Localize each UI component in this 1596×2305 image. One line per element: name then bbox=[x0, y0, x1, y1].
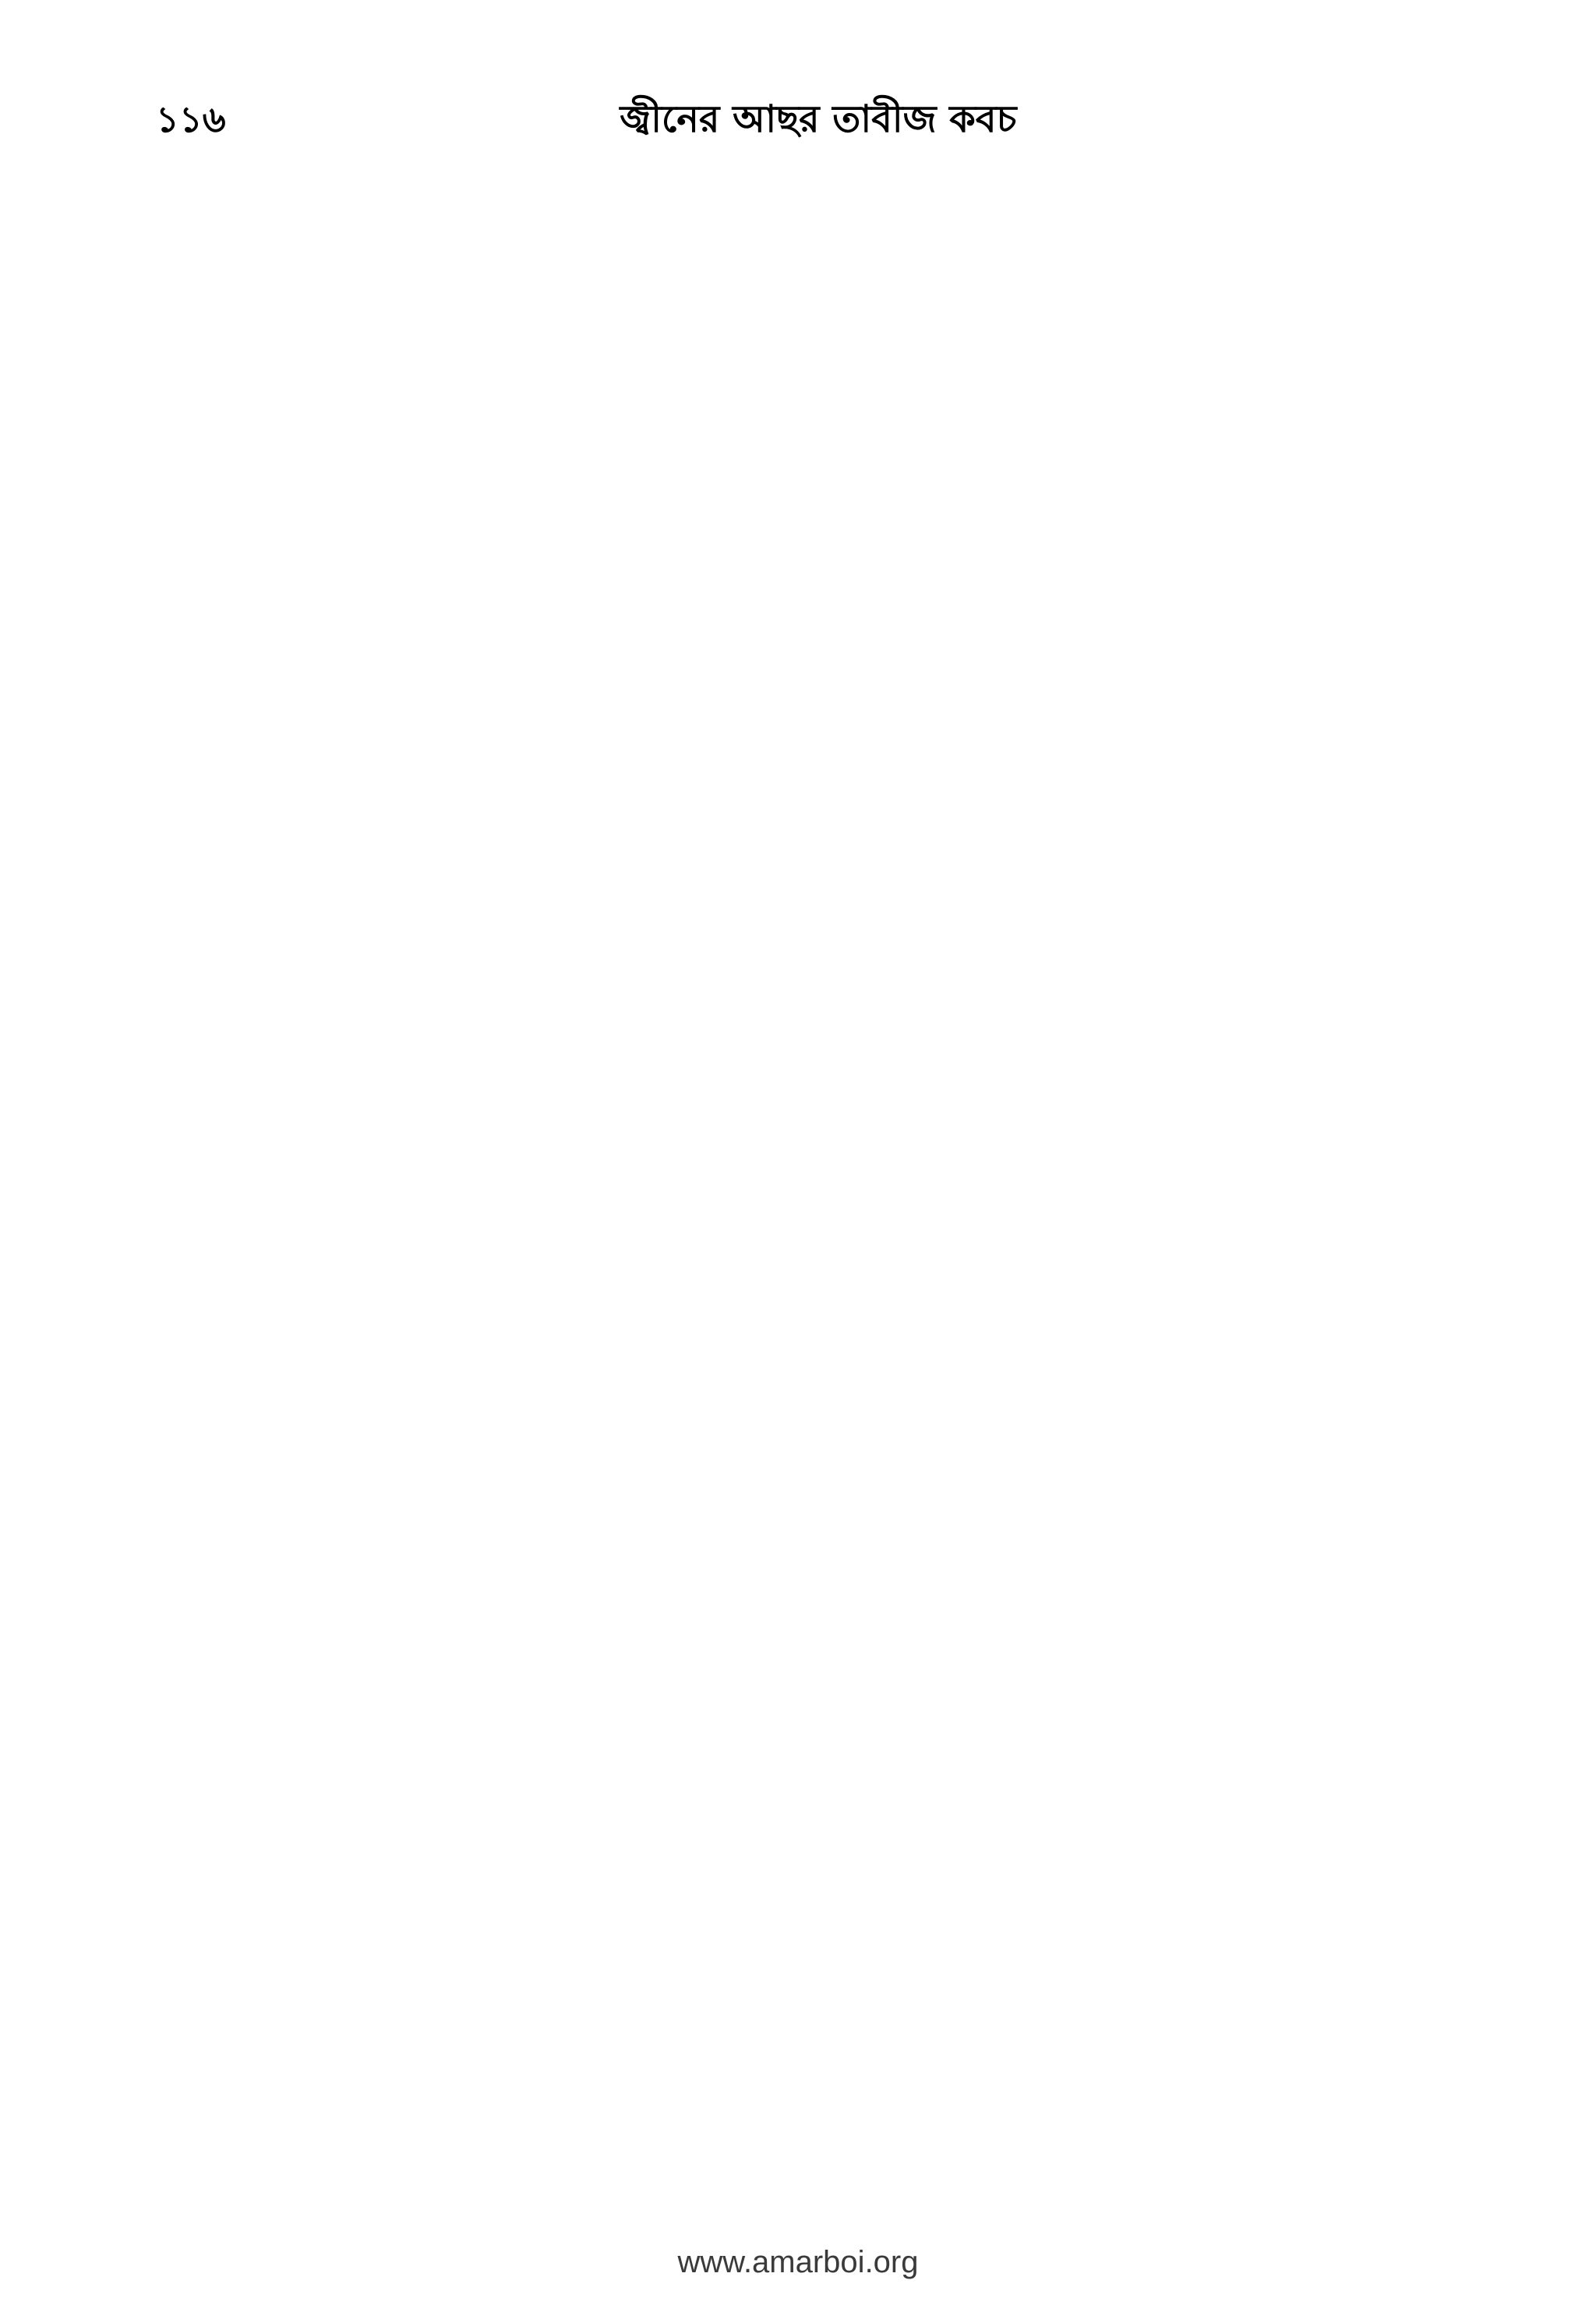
page-content bbox=[156, 179, 1434, 2127]
footer-url[interactable]: www.amarboi.org bbox=[677, 2245, 919, 2279]
running-head: জ্বীনের আছর তাবীজ কবচ bbox=[620, 97, 1017, 141]
page-number: ১১৬ bbox=[156, 98, 226, 140]
page-header bbox=[156, 92, 1434, 146]
